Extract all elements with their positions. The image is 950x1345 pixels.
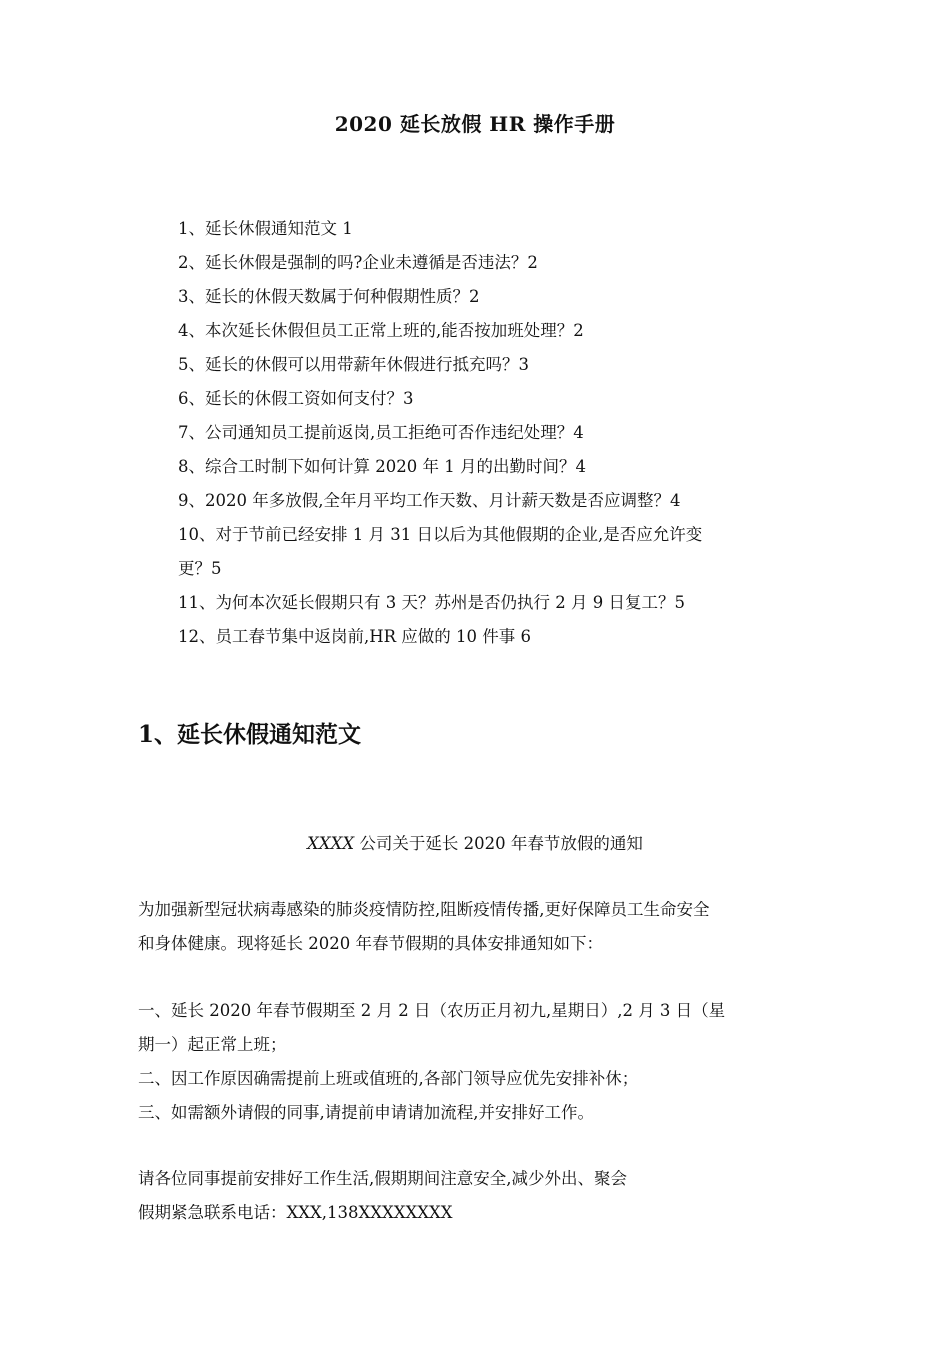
notice-company-placeholder: XXXX bbox=[307, 834, 355, 853]
table-of-contents bbox=[178, 212, 778, 654]
toc-item: 1、延长休假通知范文 1 bbox=[178, 219, 353, 238]
toc-item: 9、2020 年多放假,全年月平均工作天数、月计薪天数是否应调整？4 bbox=[178, 491, 681, 510]
toc-item: 11、为何本次延长假期只有 3 天？苏州是否仍执行 2 月 9 日复工？5 bbox=[178, 593, 685, 612]
notice-item-line: 期一）起正常上班； bbox=[138, 1035, 287, 1054]
notice-title bbox=[0, 830, 950, 854]
emergency-contact-line: 假期紧急联系电话：XXX,138XXXXXXXX bbox=[138, 1203, 453, 1222]
toc-item-continuation: 更？5 bbox=[178, 559, 222, 578]
section-heading: 1、延长休假通知范文 bbox=[138, 721, 362, 748]
notice-closing-line: 请各位同事提前安排好工作生活,假期期间注意安全,减少外出、聚会 bbox=[138, 1169, 627, 1188]
notice-items bbox=[138, 994, 808, 1130]
notice-intro-line: 为加强新型冠状病毒感染的肺炎疫情防控,阻断疫情传播,更好保障员工生命安全 bbox=[138, 900, 710, 919]
notice-intro-line: 和身体健康。现将延长 2020 年春节假期的具体安排通知如下： bbox=[138, 934, 603, 953]
notice-item-line: 一、延长 2020 年春节假期至 2 月 2 日（农历正月初九,星期日）,2 月 3 日（星 bbox=[138, 1001, 726, 1020]
toc-item: 2、延长休假是强制的吗?企业未遵循是否违法？2 bbox=[178, 253, 538, 272]
notice-item-line: 二、因工作原因确需提前上班或值班的,各部门领导应优先安排补休； bbox=[138, 1069, 639, 1088]
toc-item: 3、延长的休假天数属于何种假期性质？2 bbox=[178, 287, 480, 306]
notice-item-line: 三、如需额外请假的同事,请提前申请请加流程,并安排好工作。 bbox=[138, 1103, 594, 1122]
toc-item: 7、公司通知员工提前返岗,员工拒绝可否作违纪处理？4 bbox=[178, 423, 584, 442]
document-title: 2020 延长放假 HR 操作手册 bbox=[334, 112, 616, 136]
notice-closing bbox=[138, 1162, 808, 1230]
toc-item: 4、本次延长休假但员工正常上班的,能否按加班处理？2 bbox=[178, 321, 584, 340]
toc-item: 6、延长的休假工资如何支付？3 bbox=[178, 389, 414, 408]
toc-item: 8、综合工时制下如何计算 2020 年 1 月的出勤时间？4 bbox=[178, 457, 586, 476]
notice-title-text: 公司关于延长 2020 年春节放假的通知 bbox=[354, 834, 643, 853]
toc-item: 12、员工春节集中返岗前,HR 应做的 10 件事 6 bbox=[178, 627, 532, 646]
toc-item: 10、对于节前已经安排 1 月 31 日以后为其他假期的企业,是否应允许变 bbox=[178, 525, 703, 544]
toc-item: 5、延长的休假可以用带薪年休假进行抵充吗？3 bbox=[178, 355, 529, 374]
notice-intro bbox=[138, 893, 808, 961]
